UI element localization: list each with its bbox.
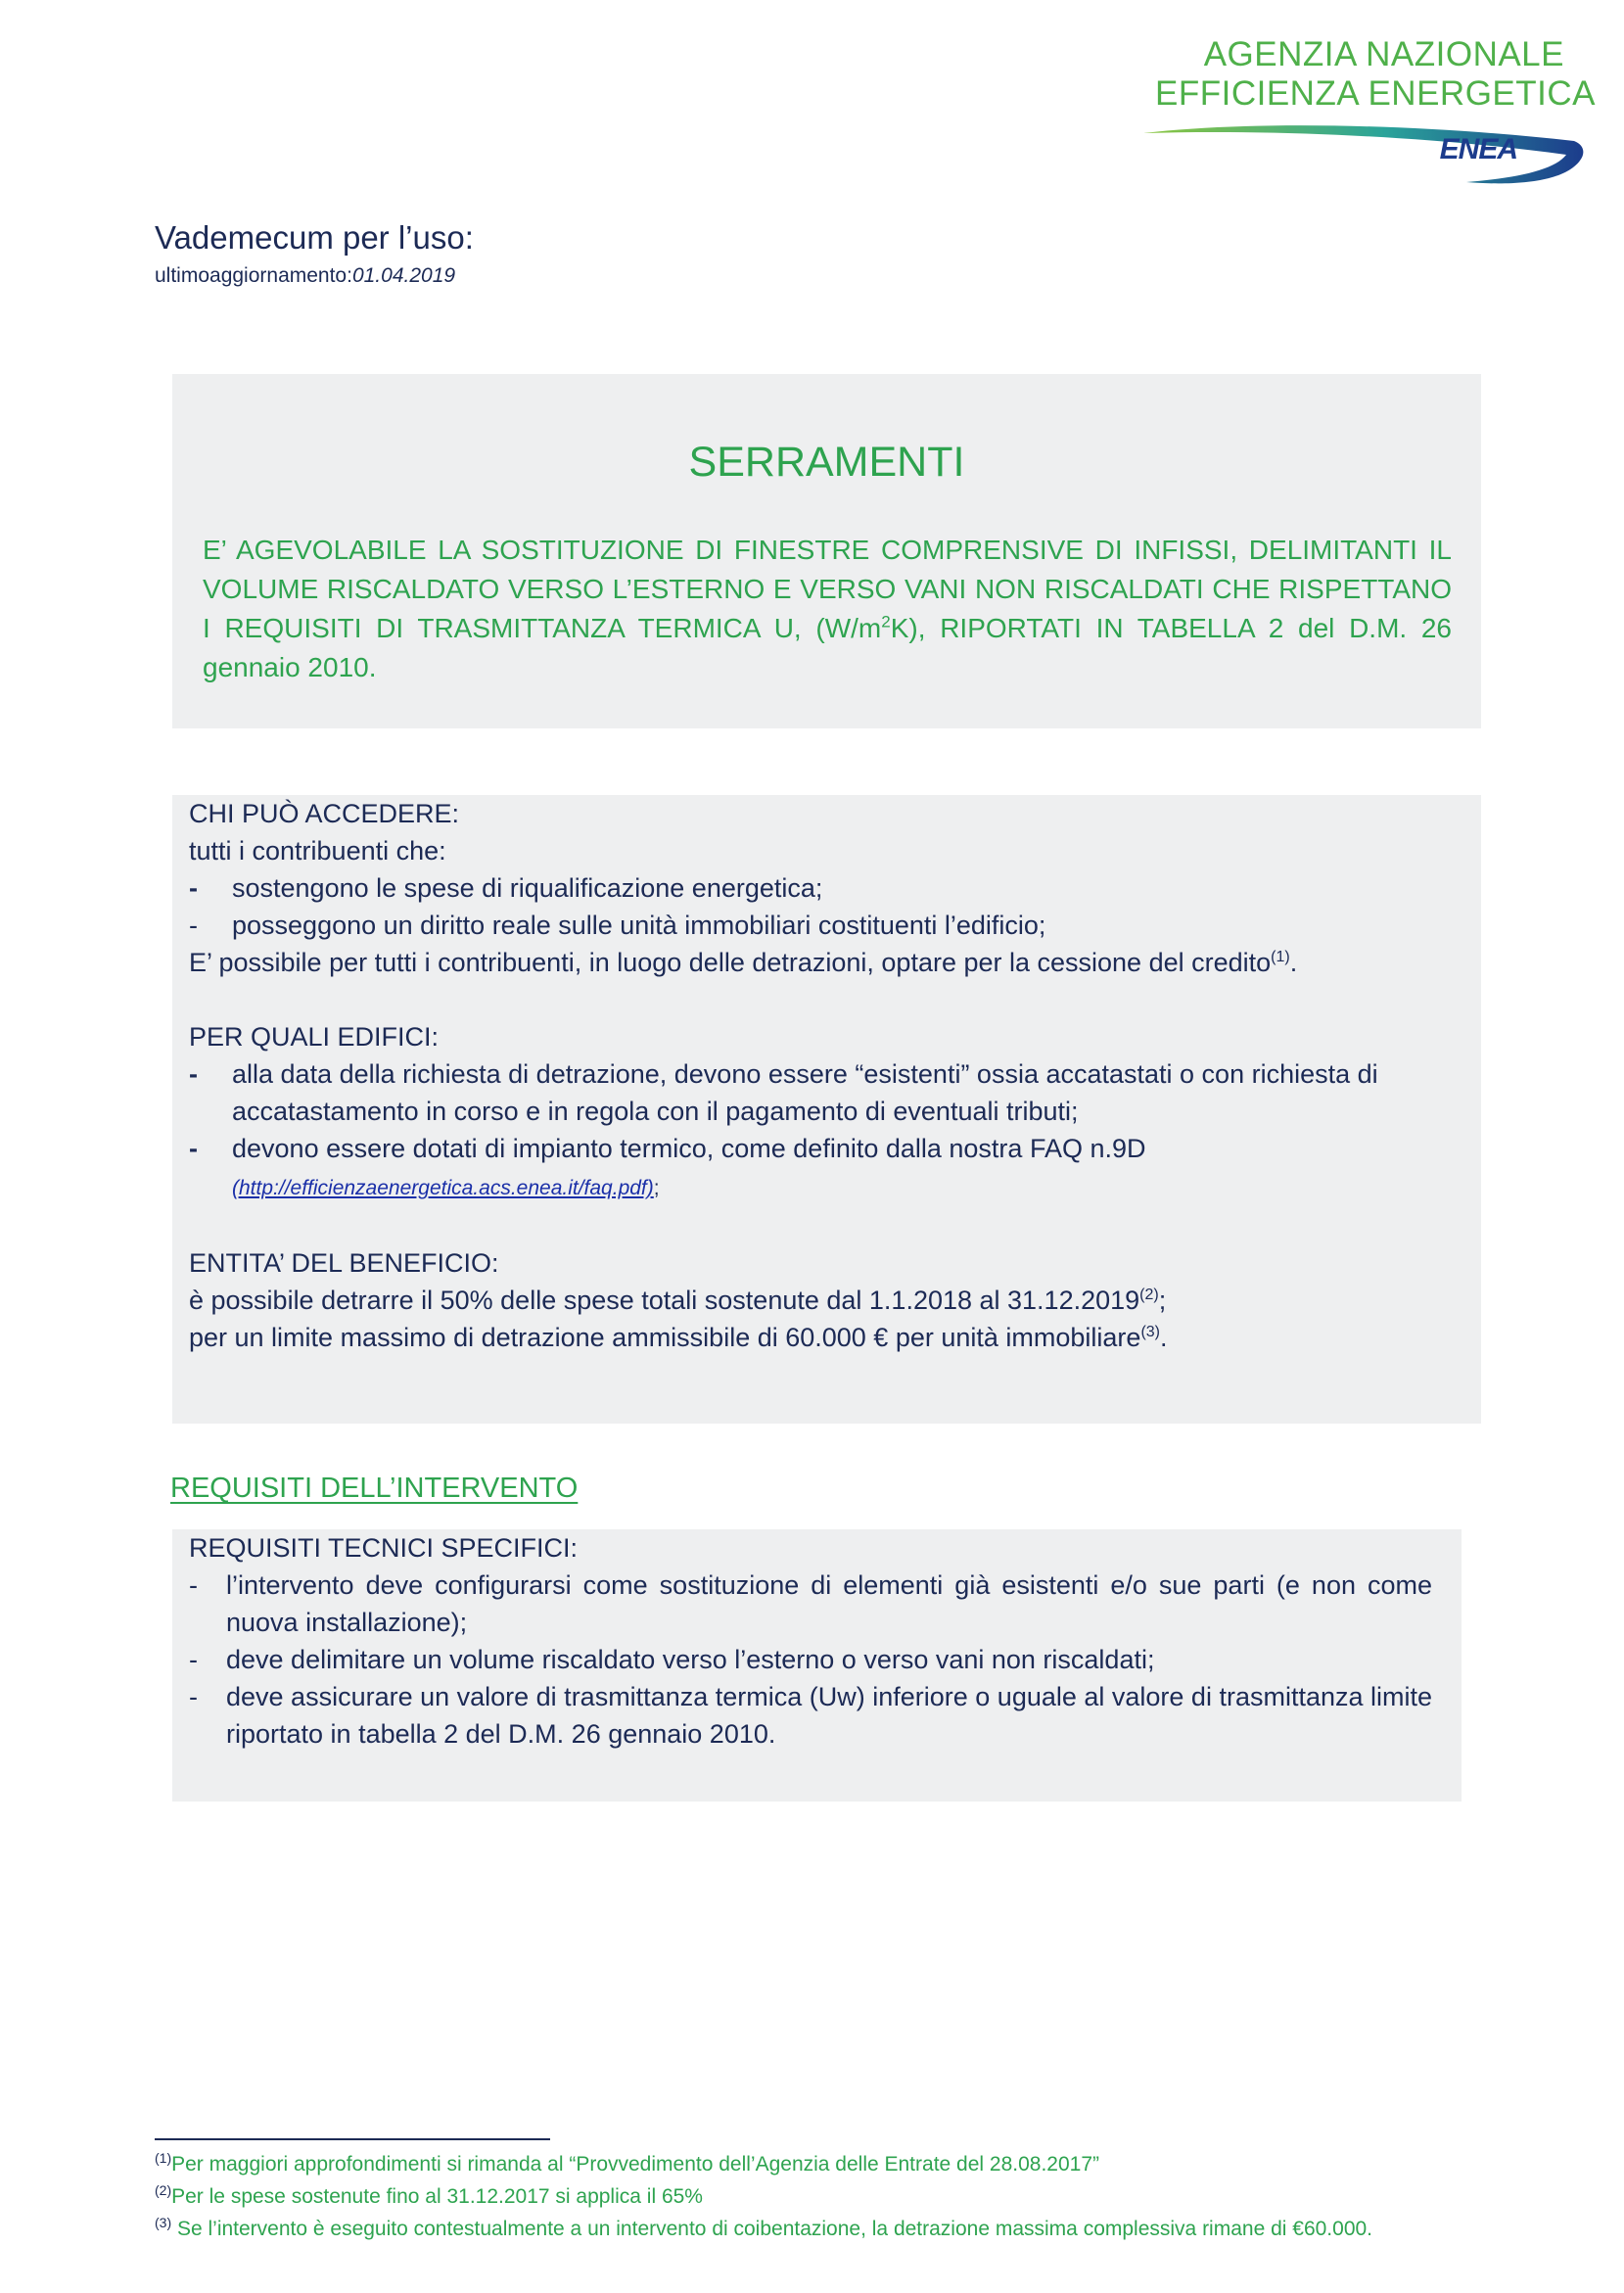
last-update-date: 01.04.2019: [351, 264, 456, 287]
who-heading: CHI PUÒ ACCEDERE:: [189, 799, 460, 828]
intro-description: [203, 531, 1452, 687]
benefit-heading: ENTITA’ DEL BENEFICIO:: [189, 1248, 499, 1278]
eligibility-box: CHI PUÒ ACCEDERE: tutti i contribuenti che: - sostengono le spese di riqualificazione energetica; - posseggono un diritto reale sulle unità immobiliari costituenti l’edificio; E’ possibile per tutti i contribuenti, in luogo delle detrazioni, optare per la cessione del credito$^{(1)}$. PER QUALI EDIFICI: - alla data della richiesta di detrazione, devono essere “esistenti” ossia accatastati o con richiesta di accatastamento in corso e in regola con il pagamento di eventuali tributi; - devono essere dotati di impianto termico, come definito dalla nostra FAQ n.9D (http://efficienzaenergetica.acs.enea.it/faq.pdf); ENTITA’ DEL BENEFICIO: è possibile detrarre il 50% delle spese totali sostenute dal 1.1.2018 al 31.12.2019$^{(2)}$; per un limite massimo di detrazione ammissibile di 60.000 € per unità immobiliare$^{(3)}$.: [172, 795, 1481, 1424]
footnote-divider: [155, 2138, 550, 2140]
footnote-2: $^{(2)}$Per le spese sostenute fino al 31.12.2017 si applica il 65%: [155, 2182, 703, 2208]
last-update: [155, 264, 455, 288]
list-item: - deve assicurare un valore di trasmittanza termica (Uw) inferiore o uguale al valore di trasmittanza limite riportato in tabella 2 del D.M. 26 gennaio 2010.: [189, 1682, 1433, 1749]
logo-brand: ENEA: [1439, 133, 1517, 165]
footnote-ref-3: (3): [1140, 1324, 1160, 1340]
requirements-section-title: REQUISITI DELL’INTERVENTO: [170, 1473, 579, 1504]
intro-box: [172, 374, 1481, 728]
intro-superscript: 2: [881, 612, 891, 632]
intro-text-part-2: K), RIPORTATI IN TABELLA 2 del D.M. 26 gennaio 2010.: [203, 613, 1453, 682]
agency-logo: [1143, 35, 1596, 192]
last-update-label: ultimoaggiornamento:: [155, 264, 352, 287]
requirements-box: [172, 1529, 1462, 1802]
requirements-heading: REQUISITI TECNICI SPECIFICI:: [189, 1533, 579, 1563]
footnote-3: $^{(3)}$ Se l’intervento è eseguito contestualmente a un intervento di coibentazione, la detrazione massima complessiva rimane di €60.000.: [155, 2215, 1373, 2240]
list-item: - devono essere dotati di impianto termico, come definito dalla nostra FAQ n.9D: [189, 1134, 1146, 1163]
list-item: - deve delimitare un volume riscaldato verso l’esterno o verso vani non riscaldati;: [189, 1645, 1155, 1674]
benefit-line-2: per un limite massimo di detrazione ammissibile di 60.000 € per unità immobiliare$^{(3)}$.: [189, 1323, 1168, 1352]
list-item: - sostengono le spese di riqualificazione energetica;: [189, 873, 823, 903]
list-item: - posseggono un diritto reale sulle unità immobiliari costituenti l’edificio;: [189, 911, 1046, 940]
logo-line-2: EFFICIENZA ENERGETICA: [1155, 74, 1596, 113]
intro-text-part-1: E’ AGEVOLABILE LA SOSTITUZIONE DI FINESTRE COMPRENSIVE DI INFISSI, DELIMITANTI IL VOLUME RISCALDATO VERSO L’ESTERNO E VERSO VANI NON RISCALDATI CHE RISPETTANO I REQUISITI DI TRASMITTANZA TERMICA U, (W/m: [203, 535, 1452, 643]
list-item: - alla data della richiesta di detrazione, devono essere “esistenti” ossia accatastati o con richiesta di accatastamento in corso e in regola con il pagamento di eventuali tributi;: [189, 1059, 1378, 1126]
benefit-line-1: è possibile detrarre il 50% delle spese totali sostenute dal 1.1.2018 al 31.12.2019$^{(2)}$;: [189, 1286, 1167, 1315]
buildings-heading: PER QUALI EDIFICI:: [189, 1022, 440, 1052]
footnote-ref-1: (1): [1271, 949, 1290, 965]
who-intro: tutti i contribuenti che:: [189, 836, 446, 866]
cession-text: E’ possibile per tutti i contribuenti, in luogo delle detrazioni, optare per la cessione del credito$^{(1)}$.: [189, 948, 1298, 977]
list-item: - l’intervento deve configurarsi come sostituzione di elementi già esistenti e/o sue parti (e non come nuova installazione);: [189, 1570, 1432, 1637]
logo-line-1: AGENZIA NAZIONALE: [1203, 35, 1564, 73]
footnote-ref-2: (2): [1139, 1287, 1159, 1303]
footnotes: [155, 2148, 1471, 2245]
section-title-serramenti: SERRAMENTI: [688, 439, 965, 486]
document-title: Vademecum per l’uso:: [155, 219, 474, 256]
faq-link[interactable]: (http://efficienzaenergetica.acs.enea.it/faq.pdf): [232, 1177, 654, 1199]
footnote-1: $^{(1)}$Per maggiori approfondimenti si rimanda al “Provvedimento dell’Agenzia delle Entrate del 28.08.2017”: [155, 2150, 1099, 2176]
